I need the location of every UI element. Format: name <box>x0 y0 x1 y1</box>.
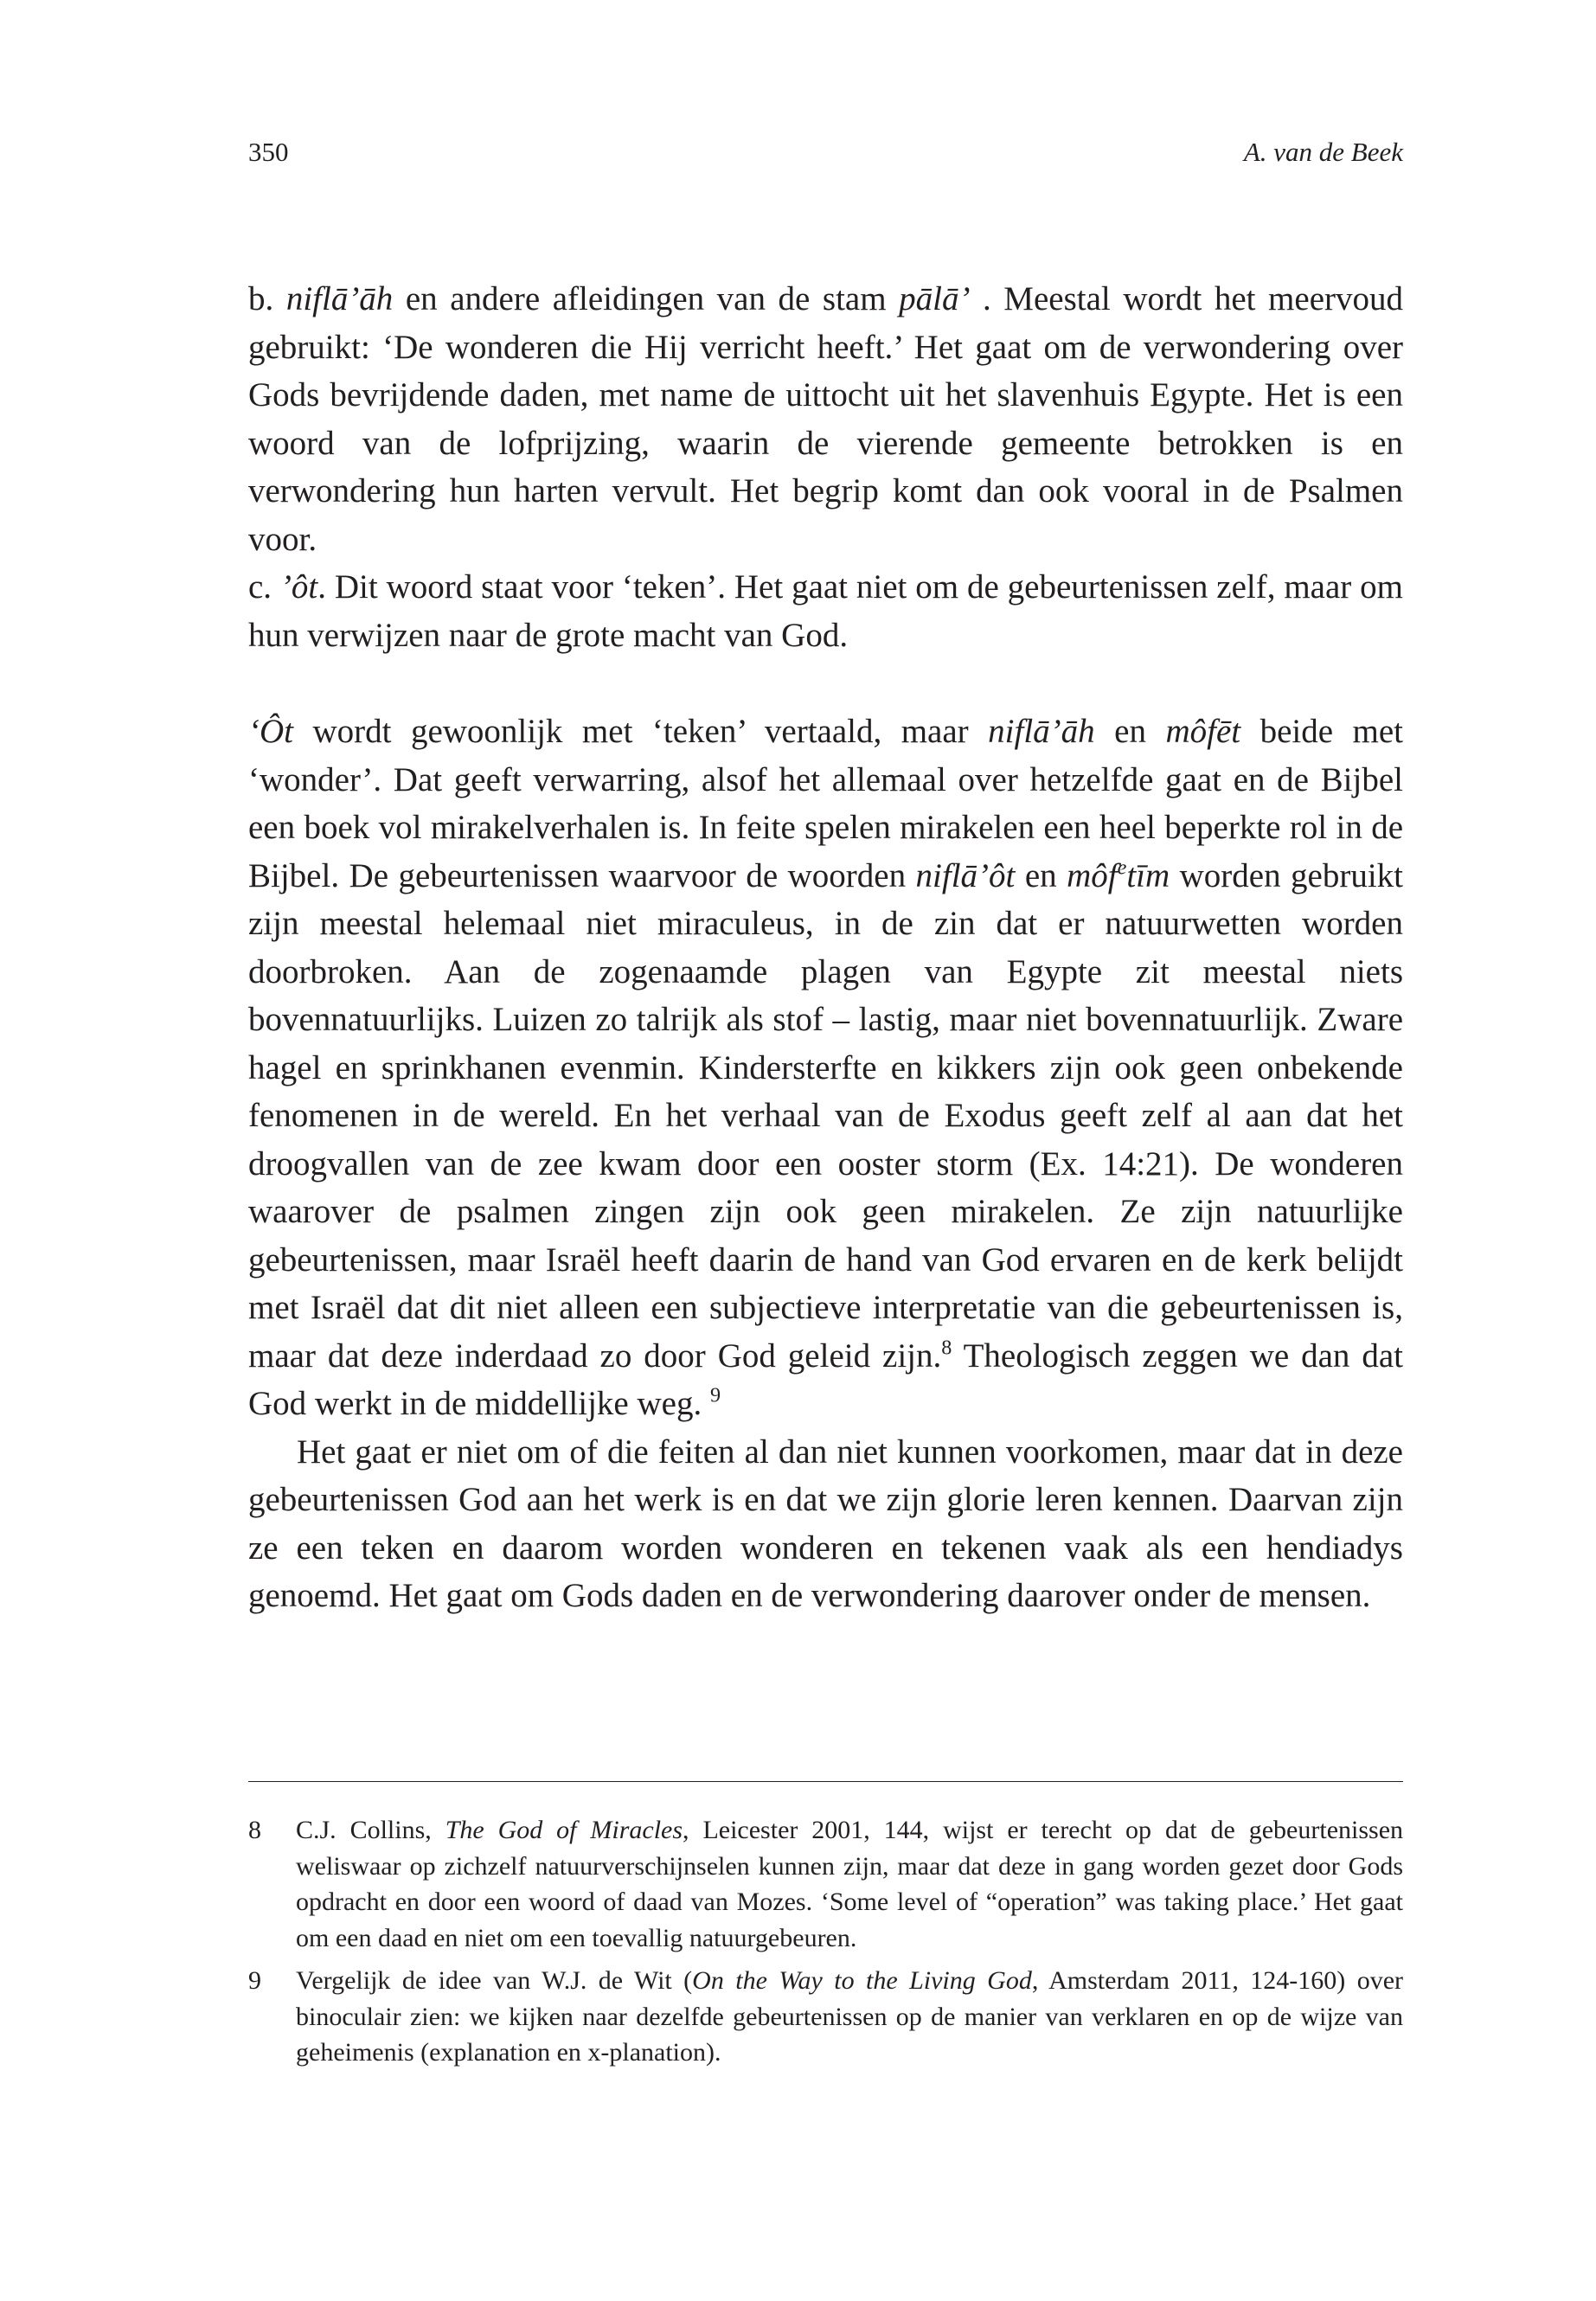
hebrew-term: niflā’āh <box>285 280 394 317</box>
footnote-ref-9: 9 <box>709 1383 721 1407</box>
hebrew-term: niflā’ôt <box>915 856 1016 894</box>
book-title: On the Way to the Living God <box>692 1966 1032 1995</box>
footnote-ref-8: 8 <box>941 1336 952 1359</box>
paragraph-b: b. niflā’āh en andere afleidingen van de stam pālā’ . Meestal wordt het meervoud gebruikt: ‘De wonderen die Hij verricht heeft.’ Het gaat om de verwondering over Gods bevrijdende daden, met name de uittocht uit het slavenhuis Egypte. Het is een woord van de lofprijzing, waarin de vierende gemeente betrokken is en verwondering hun harten vervult. Het begrip komt dan ook vooral in de Psalmen voor. <box>248 280 1404 558</box>
book-title: The God of Miracles <box>445 1816 683 1844</box>
paragraph-gap <box>248 659 1403 708</box>
page-header <box>248 137 1403 176</box>
footnote-8: 8 C.J. Collins, The God of Miracles, Leicester 2001, 144, wijst er terecht op dat de gebeurtenissen weliswaar op zichzelf natuurverschijnselen kunnen zijn, maar dat deze in gang worden gezet door Gods opdracht en door een woord of daad van Mozes. ‘Some level of “operation” was taking place.’ Het gaat om een daad en niet om een toevallig natuurgebeuren. <box>248 1812 1403 1956</box>
hebrew-term: ‘Ôt <box>248 713 293 750</box>
hebrew-term: niflā’āh <box>988 713 1095 750</box>
footnote-number: 8 <box>248 1816 261 1844</box>
footnotes <box>248 1812 1403 2071</box>
footnote-rule <box>248 1781 1403 1782</box>
page-number: 350 <box>248 137 289 167</box>
hebrew-term: pālā’ <box>899 280 971 317</box>
hebrew-term: môf$^e$tīm <box>1067 856 1170 894</box>
hebrew-term: môfēt <box>1165 713 1241 750</box>
paragraph-main: ‘Ôt wordt gewoonlijk met ‘teken’ vertaald, maar niflā’āh en môfēt beide met ‘wonder’. Dat geeft verwarring, alsof het allemaal over hetzelfde gaat en de Bijbel een boek vol mirakelverhalen is. In feite spelen mirakelen een heel beperkte rol in de Bijbel. De gebeurtenissen waarvoor de woorden niflā’ôt en môf$^e$tīm worden gebruikt zijn meestal helemaal niet miraculeus, in de zin dat er natuurwetten worden doorbroken. Aan de zogenaamde plagen van Egypte zit meestal niets bovennatuurlijks. Luizen zo talrijk als stof – lastig, maar niet bovennatuurlijk. Zware hagel en sprinkhanen evenmin. Kindersterfte en kikkers zijn ook geen onbekende fenomenen in de wereld. En het verhaal van de Exodus geeft zelf al aan dat het droogvallen van de zee kwam door een ooster storm (Ex. 14:21). De wonderen waarover de psalmen zingen zijn ook geen mirakelen. Ze zijn natuurlijke gebeurtenissen, maar Israël heeft daarin de hand van God ervaren en de kerk belijdt met Israël dat dit niet alleen een subjectieve interpretatie van die gebeurtenissen is, maar dat deze inderdaad zo door God geleid zijn.$^8$ Theologisch zeggen we dan dat God werkt in de middellijke weg. $^9$ <box>248 713 1403 1422</box>
paragraph-c: c. ’ôt. Dit woord staat voor ‘teken’. Het gaat niet om de gebeurtenissen zelf, maar om hun verwijzen naar de grote macht van God. <box>248 568 1403 654</box>
paragraph-last: Het gaat er niet om of die feiten al dan niet kunnen voorkomen, maar dat in deze gebeurtenissen God aan het werk is en dat we zijn glorie leren kennen. Daarvan zijn ze een teken en daarom worden wonderen en tekenen vaak als een hendiadys genoemd. Het gaat om Gods daden en de verwondering daarover onder de mensen. <box>248 1433 1403 1614</box>
main-text <box>248 275 1403 1620</box>
running-head: A. van de Beek <box>1243 137 1403 167</box>
footnote-number: 9 <box>248 1966 261 1995</box>
hebrew-term: ’ôt <box>279 568 318 606</box>
footnote-9: 9 Vergelijk de idee van W.J. de Wit (On the Way to the Living God, Amsterdam 2011, 124-160) over binoculair zien: we kijken naar dezelfde gebeurtenissen op de manier van verklaren en op de wijze van geheimenis (explanation en x-planation). <box>248 1963 1403 2071</box>
